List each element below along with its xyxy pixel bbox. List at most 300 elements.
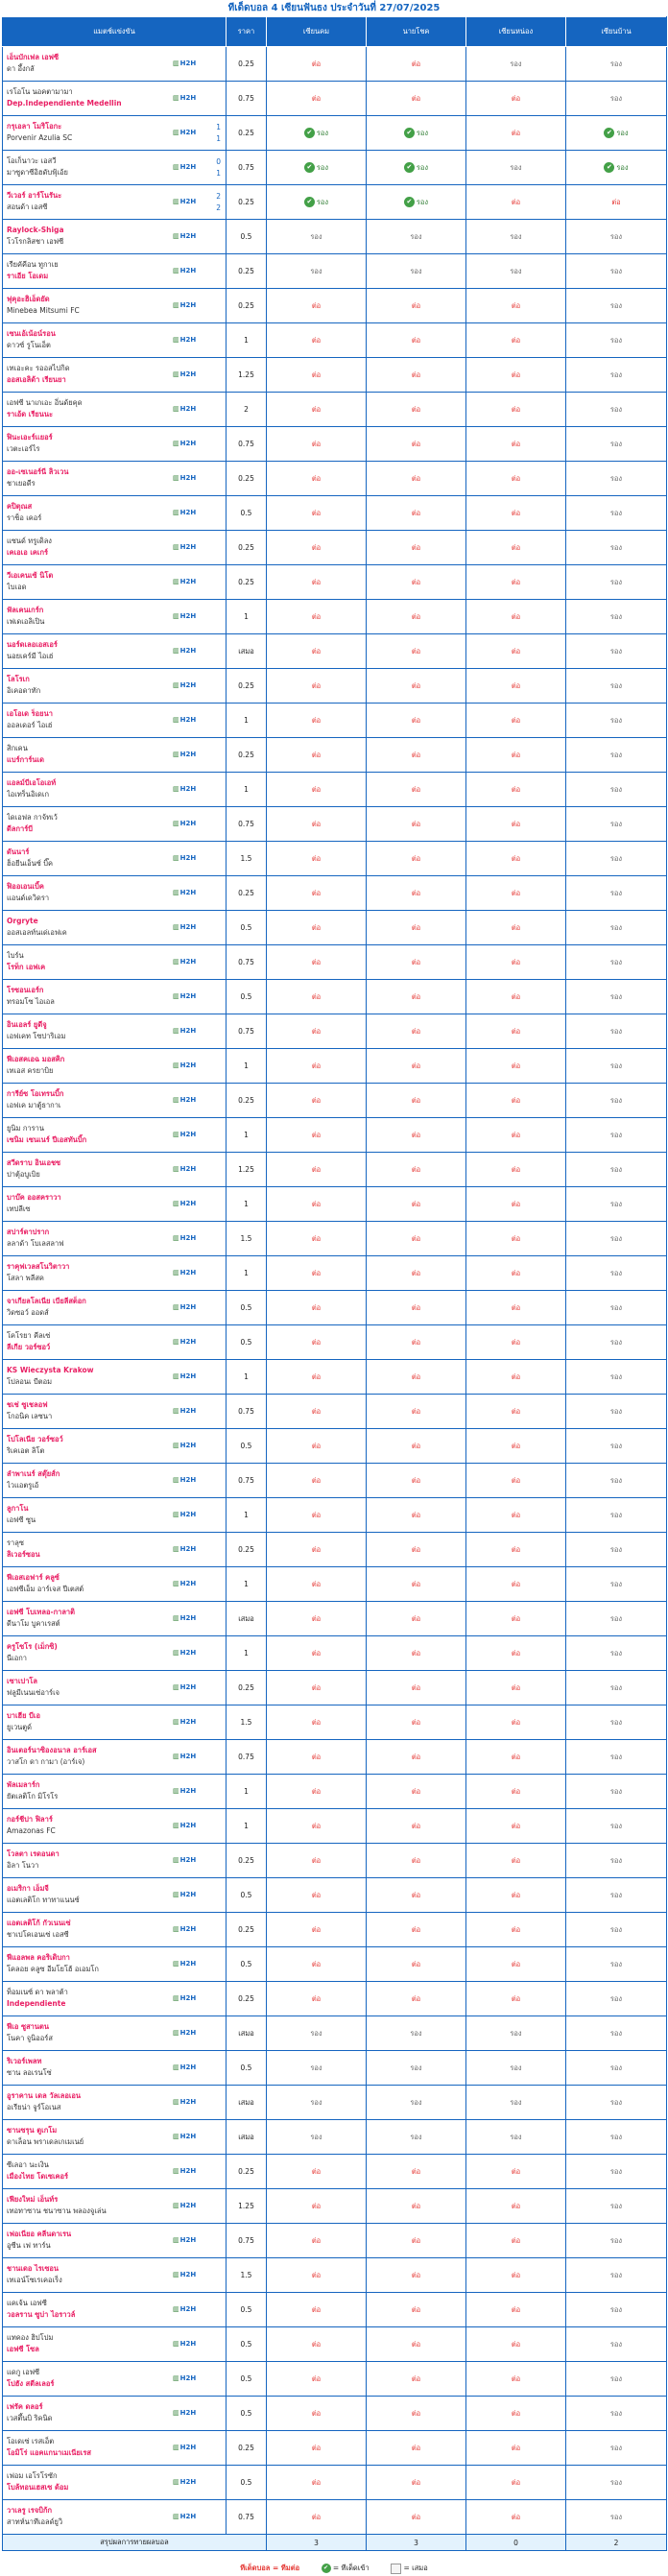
away-team: ราเอ้ด เรียนนะ bbox=[7, 410, 54, 418]
h2h-link[interactable] bbox=[173, 854, 196, 862]
stats-icon: ▥ bbox=[173, 2513, 179, 2520]
h2h-link[interactable] bbox=[173, 1131, 196, 1138]
table-row bbox=[3, 2120, 667, 2155]
pick-cell bbox=[566, 1705, 667, 1740]
h2h-link[interactable] bbox=[173, 612, 196, 620]
pick-lose: ต่อ bbox=[611, 197, 621, 206]
pick-cell bbox=[367, 738, 466, 773]
stats-icon: ▥ bbox=[173, 232, 179, 240]
price-cell: 1 bbox=[227, 704, 267, 738]
pick-cell bbox=[466, 911, 566, 945]
h2h-link[interactable] bbox=[173, 1649, 196, 1657]
pick-lose: ต่อ bbox=[311, 1821, 322, 1830]
pick-wait: รอง bbox=[609, 715, 623, 725]
teams bbox=[7, 328, 160, 351]
pick-cell bbox=[566, 2155, 667, 2189]
h2h-link[interactable] bbox=[173, 2374, 196, 2382]
match-cell bbox=[3, 1913, 227, 1947]
table-row bbox=[3, 1878, 667, 1913]
price-cell: 0.75 bbox=[227, 82, 267, 116]
pick-wait: รอง bbox=[310, 2132, 322, 2141]
away-team: วิดซอว์ ออดส์ bbox=[7, 1308, 49, 1317]
pick-lose: ต่อ bbox=[311, 2443, 322, 2452]
h2h-link[interactable] bbox=[173, 2063, 196, 2071]
pick-cell bbox=[367, 220, 466, 254]
pick-lose: ต่อ bbox=[511, 922, 521, 932]
teams bbox=[7, 1814, 160, 1837]
teams bbox=[7, 2194, 160, 2217]
price-cell: 0.25 bbox=[227, 289, 267, 323]
home-team: พัลเมลาร์ก bbox=[7, 1780, 40, 1789]
h2h-link[interactable] bbox=[173, 1442, 196, 1449]
pick-wait: รอง bbox=[609, 231, 623, 241]
match-cell bbox=[3, 1636, 227, 1671]
teams bbox=[7, 259, 160, 282]
away-team: ดาวซ์ รูโนเอ็ต bbox=[7, 341, 51, 349]
h2h-link[interactable] bbox=[173, 1545, 196, 1553]
stats-icon: ▥ bbox=[173, 1649, 179, 1657]
table-row bbox=[3, 1844, 667, 1878]
h2h-link[interactable] bbox=[173, 785, 196, 793]
price-cell: 0.25 bbox=[227, 531, 267, 565]
h2h-link[interactable] bbox=[173, 2167, 196, 2175]
table-row bbox=[3, 427, 667, 462]
h2h-link[interactable] bbox=[173, 2340, 196, 2348]
h2h-link[interactable] bbox=[173, 578, 196, 585]
h2h-link[interactable] bbox=[173, 163, 196, 171]
pick-lose: ต่อ bbox=[311, 922, 322, 932]
pick-cell bbox=[466, 1913, 566, 1947]
pick-cell bbox=[267, 738, 367, 773]
pick-cell bbox=[466, 1291, 566, 1325]
pick-lose: ต่อ bbox=[311, 1717, 322, 1727]
away-team: ออสเอลิด้า เรียนยา bbox=[7, 375, 66, 384]
h2h-link[interactable] bbox=[173, 1753, 196, 1760]
away-team: เทเอส ครยาบิย bbox=[7, 1066, 54, 1075]
pick-cell bbox=[566, 185, 667, 220]
pick-lose: ต่อ bbox=[311, 853, 322, 863]
h2h-link[interactable] bbox=[173, 336, 196, 344]
h2h-link[interactable] bbox=[173, 1061, 196, 1069]
pick-cell bbox=[466, 669, 566, 704]
pick-cell bbox=[367, 1844, 466, 1878]
price-cell: 0.5 bbox=[227, 220, 267, 254]
h2h-link[interactable] bbox=[173, 2271, 196, 2278]
home-team: ไดเอฟล กาจ้ทเว้ bbox=[7, 813, 58, 822]
home-team: ริเวอร์เพลท bbox=[7, 2057, 42, 2065]
price-cell: 1 bbox=[227, 600, 267, 634]
pick-lose: ต่อ bbox=[311, 1786, 322, 1796]
away-team: เอฟเค มาตู้ธากาเ bbox=[7, 1101, 61, 1109]
h2h-link[interactable] bbox=[173, 129, 196, 136]
pick-lose: ต่อ bbox=[411, 819, 421, 828]
price-cell: 0.5 bbox=[227, 2362, 267, 2397]
teams bbox=[7, 1227, 160, 1250]
pick-cell bbox=[267, 358, 367, 393]
price-cell: เสมอ bbox=[227, 2120, 267, 2155]
h2h-link[interactable] bbox=[173, 2133, 196, 2140]
pick-wait: รอง bbox=[609, 2270, 623, 2279]
stats-icon: ▥ bbox=[173, 1718, 179, 1726]
table-row bbox=[3, 2016, 667, 2051]
pick-cell bbox=[367, 1636, 466, 1671]
h2h-link[interactable] bbox=[173, 1511, 196, 1518]
h2h-link[interactable] bbox=[173, 405, 196, 413]
pick-lose: ต่อ bbox=[411, 715, 421, 725]
pick-cell bbox=[367, 427, 466, 462]
pick-cell bbox=[367, 1325, 466, 1360]
pick-cell bbox=[466, 2293, 566, 2327]
pick-lose: ต่อ bbox=[411, 1924, 421, 1934]
h2h-link[interactable] bbox=[173, 267, 196, 274]
h2h-label: H2H bbox=[179, 1511, 197, 1518]
table-row bbox=[3, 565, 667, 600]
h2h-link[interactable] bbox=[173, 1925, 196, 1933]
price-cell: 0.75 bbox=[227, 945, 267, 980]
check-icon: ✔ bbox=[322, 2564, 331, 2573]
price-cell: 0.25 bbox=[227, 185, 267, 220]
match-cell bbox=[3, 1567, 227, 1602]
pick-lose: ต่อ bbox=[511, 128, 521, 137]
h2h-link[interactable] bbox=[173, 1891, 196, 1898]
pick-cell bbox=[566, 462, 667, 496]
pick-wait: รอง bbox=[609, 853, 623, 863]
pick-cell bbox=[566, 254, 667, 289]
table-row bbox=[3, 773, 667, 807]
pick-lose: ต่อ bbox=[411, 300, 421, 310]
table-row bbox=[3, 358, 667, 393]
h2h-link[interactable] bbox=[173, 2098, 196, 2106]
pick-wait: รอง bbox=[609, 2304, 623, 2314]
pick-cell bbox=[267, 1222, 367, 1256]
h2h-link[interactable] bbox=[173, 1683, 196, 1691]
away-team: ฟลูมีเนนเซ่อาร์เจ bbox=[7, 1688, 60, 1697]
check-icon: ✔ bbox=[304, 197, 315, 207]
price-cell: 0.25 bbox=[227, 1084, 267, 1118]
pick-cell bbox=[566, 980, 667, 1014]
pick-lose: ต่อ bbox=[311, 2270, 322, 2279]
h2h-label: H2H bbox=[179, 716, 197, 724]
h2h-link[interactable] bbox=[173, 198, 196, 205]
h2h-link[interactable] bbox=[173, 1200, 196, 1207]
h2h-link[interactable] bbox=[173, 1822, 196, 1829]
pick-lose: ต่อ bbox=[511, 1199, 521, 1208]
h2h-link[interactable] bbox=[173, 992, 196, 1000]
h2h-link[interactable] bbox=[173, 2236, 196, 2244]
pick-cell bbox=[367, 358, 466, 393]
pick-wait: รอง bbox=[609, 59, 623, 68]
away-team: ริเคเอต ลิโต bbox=[7, 1446, 45, 1455]
h2h-link[interactable] bbox=[173, 1960, 196, 1968]
pick-cell bbox=[267, 531, 367, 565]
away-team: เอฟซี ซูน bbox=[7, 1515, 36, 1524]
match-cell bbox=[3, 1533, 227, 1567]
pick-cell bbox=[466, 82, 566, 116]
stats-icon: ▥ bbox=[173, 370, 179, 378]
price-cell: 0.25 bbox=[227, 1671, 267, 1705]
h2h-link[interactable] bbox=[173, 1407, 196, 1415]
match-cell bbox=[3, 2466, 227, 2500]
h2h-link[interactable] bbox=[173, 2478, 196, 2486]
h2h-link[interactable] bbox=[173, 1269, 196, 1276]
pick-lose: ต่อ bbox=[411, 473, 421, 483]
pick-wait: รอง bbox=[410, 2028, 422, 2038]
h2h-link[interactable] bbox=[173, 1027, 196, 1035]
h2h-link[interactable] bbox=[173, 1856, 196, 1864]
h2h-label: H2H bbox=[179, 2513, 197, 2520]
teams bbox=[7, 1676, 160, 1699]
h2h-label: H2H bbox=[179, 2098, 197, 2106]
teams bbox=[7, 1434, 160, 1457]
teams bbox=[7, 1572, 160, 1595]
pick-lose: ต่อ bbox=[511, 1890, 521, 1899]
price-cell: 0.25 bbox=[227, 738, 267, 773]
away-team: วอลราน ซูบ่า ไอราวล์ bbox=[7, 2310, 76, 2319]
pick-cell bbox=[367, 1395, 466, 1429]
match-cell bbox=[3, 1049, 227, 1084]
pick-lose: ต่อ bbox=[511, 2201, 521, 2210]
table-row bbox=[3, 669, 667, 704]
pick-label: รอง bbox=[316, 128, 329, 137]
h2h-link[interactable] bbox=[173, 60, 196, 67]
home-team: เทเอะคะ รออสไปกิด bbox=[7, 364, 70, 372]
table-row bbox=[3, 2051, 667, 2086]
teams bbox=[7, 916, 160, 939]
pick-lose: ต่อ bbox=[511, 1993, 521, 2003]
away-team: ดีนาโม บูคาเรสต์ bbox=[7, 1619, 60, 1628]
home-team: ฟิออเอนเบิ้ค bbox=[7, 882, 44, 891]
legend-draw bbox=[391, 2563, 428, 2574]
match-cell bbox=[3, 1222, 227, 1256]
away-team: ลีเกีย วอร์ซอว์ bbox=[7, 1343, 51, 1351]
teams bbox=[7, 2263, 160, 2286]
away-team: โปฮัง สตีลเลอร์ bbox=[7, 2379, 55, 2388]
h2h-link[interactable] bbox=[173, 889, 196, 896]
pick-cell bbox=[466, 1982, 566, 2016]
h2h-label: H2H bbox=[179, 232, 197, 240]
pick-lose: ต่อ bbox=[511, 197, 521, 206]
away-team: สาทห์นาทีเอลด์ยูวิ bbox=[7, 2517, 63, 2526]
h2h-link[interactable] bbox=[173, 1580, 196, 1587]
pick-lose: ต่อ bbox=[311, 957, 322, 966]
stats-icon: ▥ bbox=[173, 1061, 179, 1069]
match-cell bbox=[3, 2120, 227, 2155]
h2h-link[interactable] bbox=[173, 1718, 196, 1726]
table-row bbox=[3, 2258, 667, 2293]
pick-cell bbox=[466, 773, 566, 807]
price-cell: 1 bbox=[227, 1049, 267, 1084]
table-row bbox=[3, 1084, 667, 1118]
h2h-link[interactable] bbox=[173, 1303, 196, 1311]
header-price: ราคา bbox=[227, 17, 267, 47]
h2h-link[interactable] bbox=[173, 543, 196, 551]
away-team: โวโรกลิสชา เอฟซี bbox=[7, 237, 64, 246]
away-team: ซาน ลอเรนโซ่ bbox=[7, 2068, 52, 2077]
check-icon: ✔ bbox=[604, 128, 614, 138]
teams bbox=[7, 570, 160, 593]
match-cell bbox=[3, 600, 227, 634]
h2h-link[interactable] bbox=[173, 751, 196, 758]
pick-lose: ต่อ bbox=[411, 922, 421, 932]
match-cell bbox=[3, 1360, 227, 1395]
teams bbox=[7, 1157, 160, 1181]
h2h-link[interactable] bbox=[173, 509, 196, 516]
h2h-link[interactable] bbox=[173, 2409, 196, 2417]
h2h-link[interactable] bbox=[173, 94, 196, 102]
h2h-link[interactable] bbox=[173, 301, 196, 309]
table-row bbox=[3, 2500, 667, 2535]
h2h-link[interactable] bbox=[173, 647, 196, 655]
table-row bbox=[3, 116, 667, 151]
pick-cell bbox=[267, 1429, 367, 1464]
h2h-link[interactable] bbox=[173, 681, 196, 689]
h2h-link[interactable] bbox=[173, 1614, 196, 1622]
h2h-link[interactable] bbox=[173, 820, 196, 827]
pick-cell bbox=[267, 1325, 367, 1360]
stats-icon: ▥ bbox=[173, 2340, 179, 2348]
h2h-link[interactable] bbox=[173, 440, 196, 447]
away-team: อเรียน่า จูร์โอเนส bbox=[7, 2103, 61, 2111]
h2h-link[interactable] bbox=[173, 1787, 196, 1795]
pick-cell bbox=[466, 1775, 566, 1809]
pick-wait: รอง bbox=[609, 1717, 623, 1727]
pick-cell bbox=[566, 1809, 667, 1844]
pick-cell bbox=[367, 2258, 466, 2293]
check-icon: ✔ bbox=[304, 162, 315, 173]
h2h-link[interactable] bbox=[173, 1476, 196, 1484]
home-team: เฟอม เอโรโรซัก bbox=[7, 2471, 58, 2480]
teams bbox=[7, 1296, 160, 1319]
h2h-link[interactable] bbox=[173, 2513, 196, 2520]
h2h-link[interactable] bbox=[173, 370, 196, 378]
h2h-label: H2H bbox=[179, 1822, 197, 1829]
h2h-label: H2H bbox=[179, 301, 197, 309]
pick-cell bbox=[367, 1291, 466, 1325]
h2h-link[interactable] bbox=[173, 1372, 196, 1380]
h2h-label: H2H bbox=[179, 1476, 197, 1484]
match-cell bbox=[3, 1982, 227, 2016]
pick-lose: ต่อ bbox=[311, 1268, 322, 1277]
match-cell bbox=[3, 393, 227, 427]
pick-lose: ต่อ bbox=[511, 1406, 521, 1416]
home-team: วีเวอร์ อาร์โนรันะ bbox=[7, 191, 62, 200]
teams bbox=[7, 1088, 160, 1111]
match-cell bbox=[3, 669, 227, 704]
h2h-link[interactable] bbox=[173, 2202, 196, 2209]
away-team: ชาเปโคเอนเซ่ เอสซี bbox=[7, 1930, 69, 1939]
pick-lose: ต่อ bbox=[311, 2201, 322, 2210]
h2h-label: H2H bbox=[179, 474, 197, 482]
pick-cell bbox=[466, 842, 566, 876]
home-team: โคโรยา คีลเซ่ bbox=[7, 1331, 51, 1340]
away-team: โนคา จูนิออร์ส bbox=[7, 2034, 53, 2042]
h2h-link[interactable] bbox=[173, 2444, 196, 2451]
home-team: ดันนาร์ bbox=[7, 847, 30, 856]
away-team: นีเอกา bbox=[7, 1654, 27, 1662]
stats-icon: ▥ bbox=[173, 301, 179, 309]
pick-wait: รอง bbox=[609, 1061, 623, 1070]
h2h-link[interactable] bbox=[173, 1165, 196, 1173]
pick-cell bbox=[566, 2500, 667, 2535]
stats-icon: ▥ bbox=[173, 2444, 179, 2451]
h2h-label: H2H bbox=[179, 1096, 197, 1104]
match-cell bbox=[3, 2086, 227, 2120]
pick-lose: ต่อ bbox=[311, 542, 322, 552]
pick-wait: รอง bbox=[609, 1993, 623, 2003]
h2h-link[interactable] bbox=[173, 474, 196, 482]
pick-cell bbox=[367, 254, 466, 289]
h2h-label: H2H bbox=[179, 509, 197, 516]
price-cell: 0.5 bbox=[227, 2466, 267, 2500]
pick-cell bbox=[466, 1533, 566, 1567]
pick-cell bbox=[566, 565, 667, 600]
pick-cell bbox=[267, 876, 367, 911]
pick-cell bbox=[267, 2086, 367, 2120]
pick-cell bbox=[267, 462, 367, 496]
stats-icon: ▥ bbox=[173, 2305, 179, 2313]
teams bbox=[7, 1503, 160, 1526]
match-score bbox=[216, 122, 221, 145]
pick-cell bbox=[566, 2051, 667, 2086]
h2h-link[interactable] bbox=[173, 716, 196, 724]
table-row bbox=[3, 876, 667, 911]
match-cell bbox=[3, 2258, 227, 2293]
pick-correct bbox=[604, 163, 628, 172]
h2h-link[interactable] bbox=[173, 923, 196, 931]
pick-cell bbox=[566, 2086, 667, 2120]
h2h-link[interactable] bbox=[173, 958, 196, 966]
pick-cell bbox=[267, 842, 367, 876]
stats-icon: ▥ bbox=[173, 1925, 179, 1933]
pick-lose: ต่อ bbox=[511, 680, 521, 690]
pick-wait: รอง bbox=[609, 1441, 623, 1450]
pick-lose: ต่อ bbox=[511, 1821, 521, 1830]
price-cell: 0.25 bbox=[227, 47, 267, 82]
h2h-link[interactable] bbox=[173, 1096, 196, 1104]
match-cell bbox=[3, 1740, 227, 1775]
h2h-link[interactable] bbox=[173, 1994, 196, 2002]
h2h-link[interactable] bbox=[173, 232, 196, 240]
home-team: สิกเคน bbox=[7, 744, 28, 752]
teams bbox=[7, 190, 160, 213]
pick-lose: ต่อ bbox=[511, 1924, 521, 1934]
h2h-label: H2H bbox=[179, 1165, 197, 1173]
pick-wait: รอง bbox=[609, 266, 623, 275]
h2h-link[interactable] bbox=[173, 2029, 196, 2037]
pick-cell bbox=[466, 1740, 566, 1775]
h2h-link[interactable] bbox=[173, 1338, 196, 1346]
pick-cell bbox=[367, 2293, 466, 2327]
pick-cell bbox=[267, 1636, 367, 1671]
price-cell: 0.75 bbox=[227, 807, 267, 842]
pick-wait: รอง bbox=[609, 1544, 623, 1554]
stats-icon: ▥ bbox=[173, 820, 179, 827]
price-cell: 1.5 bbox=[227, 2258, 267, 2293]
pick-lose: ต่อ bbox=[411, 1302, 421, 1312]
h2h-link[interactable] bbox=[173, 2305, 196, 2313]
home-team: ฟัลเคนเกร์ก bbox=[7, 606, 44, 614]
match-cell bbox=[3, 116, 227, 151]
pick-cell bbox=[267, 151, 367, 185]
home-team: ฟีเอสคเอฉ มอสคิก bbox=[7, 1055, 65, 1063]
home-team: โอเก็นาวะ เอสวี bbox=[7, 156, 57, 165]
table-row bbox=[3, 2327, 667, 2362]
table-row bbox=[3, 496, 667, 531]
pick-wait: รอง bbox=[410, 2097, 422, 2107]
table-row bbox=[3, 1118, 667, 1153]
h2h-link[interactable] bbox=[173, 1234, 196, 1242]
away-team: เอฟซีเอ็ม อาร์เจส ปีเตสต์ bbox=[7, 1585, 84, 1593]
